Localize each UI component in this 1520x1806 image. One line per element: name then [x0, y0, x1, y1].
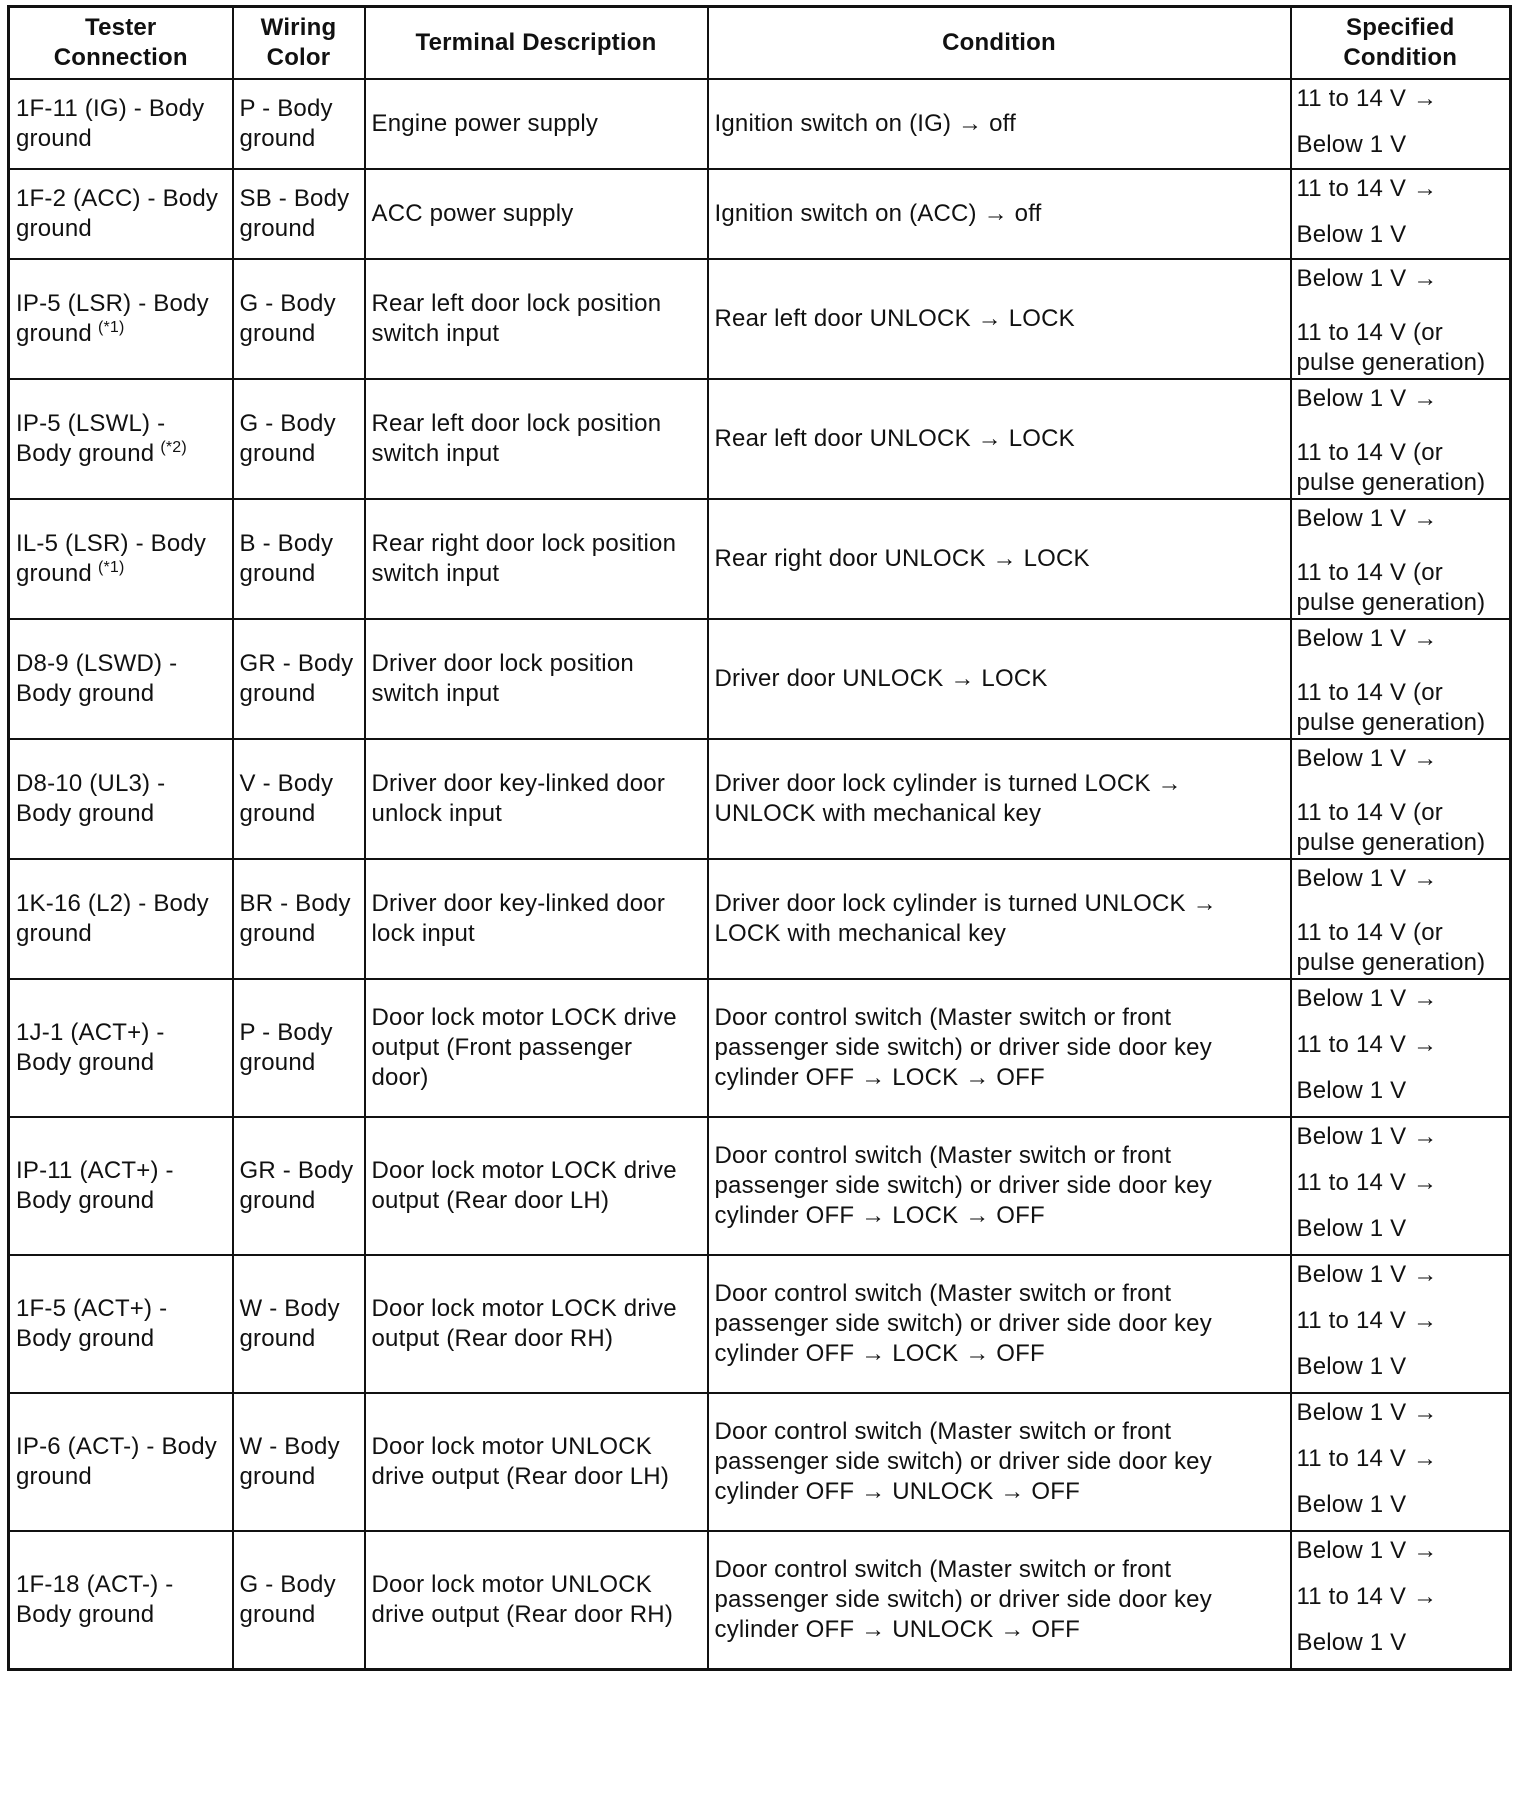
cell-terminal-description — [365, 259, 708, 379]
cell-condition-line: passenger side switch) or driver side door key — [714, 1586, 1212, 1613]
spec-value: Below 1 V → — [1296, 1123, 1438, 1150]
cell-terminal-description — [365, 169, 708, 259]
cell-condition-line: Rear right door UNLOCK → LOCK — [714, 545, 1090, 572]
cell-tester-connection-line — [16, 769, 226, 799]
cell-condition-line: passenger side switch) or driver side door key — [714, 1448, 1212, 1475]
cell-tester-connection-line — [16, 799, 226, 829]
connection-text: D8-10 (UL3) - — [16, 770, 166, 797]
cell-terminal-description — [365, 979, 708, 1117]
spec-value: pulse generation) — [1296, 949, 1486, 976]
cell-tester-connection — [9, 1531, 233, 1670]
footnote-marker: (*1) — [97, 319, 125, 336]
cell-condition-line: Ignition switch on (ACC) → off — [714, 200, 1042, 227]
connection-text: ground — [16, 1463, 92, 1490]
cell-wiring-color-line: GR - Body — [239, 1157, 354, 1184]
cell-wiring-color — [233, 739, 365, 859]
cell-specified-condition — [1291, 1393, 1511, 1531]
table-row — [9, 1531, 1511, 1670]
cell-wiring-color — [233, 979, 365, 1117]
connection-text: IP-11 (ACT+) - — [16, 1157, 174, 1184]
cell-condition-line: Ignition switch on (IG) → off — [714, 110, 1016, 137]
cell-wiring-color — [233, 499, 365, 619]
cell-wiring-color-line: ground — [239, 800, 316, 827]
cell-terminal-description-line: Door lock motor UNLOCK — [371, 1571, 652, 1598]
cell-specified-condition — [1291, 1531, 1511, 1670]
cell-condition — [708, 1393, 1291, 1531]
cell-tester-connection-line — [16, 439, 226, 469]
cell-terminal-description-line: Door lock motor LOCK drive — [371, 1157, 677, 1184]
header-condition: Condition — [708, 7, 1291, 80]
cell-terminal-description-line: Door lock motor UNLOCK — [371, 1433, 652, 1460]
cell-wiring-color-line: ground — [239, 1463, 316, 1490]
cell-condition — [708, 979, 1291, 1117]
cell-terminal-description-line: unlock input — [371, 800, 502, 827]
spec-value: Below 1 V → — [1296, 865, 1438, 892]
cell-wiring-color — [233, 259, 365, 379]
connection-text: ground — [16, 320, 92, 347]
spec-value: Below 1 V → — [1296, 1537, 1438, 1564]
table-body — [9, 79, 1511, 1670]
cell-terminal-description — [365, 739, 708, 859]
connection-text: ground — [16, 560, 92, 587]
spec-value: Below 1 V — [1296, 1491, 1407, 1518]
table-row — [9, 1117, 1511, 1255]
header-wiring-color: Wiring Color — [233, 7, 365, 80]
spec-value: pulse generation) — [1296, 829, 1486, 856]
table-row — [9, 619, 1511, 739]
cell-condition — [708, 379, 1291, 499]
cell-terminal-description-line: Door lock motor LOCK drive — [371, 1004, 677, 1031]
spec-value: Below 1 V → — [1296, 985, 1438, 1012]
connection-text: IL-5 (LSR) - Body — [16, 530, 207, 557]
cell-tester-connection-line — [16, 409, 226, 439]
table-row — [9, 1255, 1511, 1393]
cell-terminal-description-line: lock input — [371, 920, 475, 947]
table-row — [9, 79, 1511, 169]
cell-terminal-description — [365, 859, 708, 979]
cell-condition — [708, 169, 1291, 259]
cell-wiring-color-line: P - Body — [239, 1019, 333, 1046]
connection-text: Body ground — [16, 1601, 155, 1628]
cell-wiring-color-line: P - Body — [239, 95, 333, 122]
header-row — [9, 7, 1511, 80]
connection-text: Body ground — [16, 680, 155, 707]
cell-tester-connection-line — [16, 1324, 226, 1354]
cell-terminal-description-line: switch input — [371, 560, 500, 587]
cell-condition-line: LOCK with mechanical key — [714, 920, 1007, 947]
connection-text: ground — [16, 125, 92, 152]
cell-terminal-description-line: door) — [371, 1064, 429, 1091]
cell-wiring-color — [233, 859, 365, 979]
cell-wiring-color-line: B - Body — [239, 530, 334, 557]
cell-tester-connection — [9, 1255, 233, 1393]
cell-wiring-color-line: ground — [239, 1049, 316, 1076]
cell-wiring-color-line: V - Body — [239, 770, 334, 797]
connection-text: Body ground — [16, 800, 155, 827]
cell-terminal-description-line: Driver door key-linked door — [371, 770, 666, 797]
terminal-voltage-table — [7, 5, 1512, 1671]
cell-tester-connection — [9, 739, 233, 859]
cell-terminal-description-line: Driver door key-linked door — [371, 890, 666, 917]
spec-value: Below 1 V — [1296, 1629, 1407, 1656]
cell-condition-line: passenger side switch) or driver side door key — [714, 1034, 1212, 1061]
cell-wiring-color-line: ground — [239, 320, 316, 347]
connection-text: ground — [16, 920, 92, 947]
spec-value: Below 1 V → — [1296, 265, 1438, 292]
cell-tester-connection-line — [16, 1294, 226, 1324]
cell-wiring-color-line: ground — [239, 125, 316, 152]
cell-wiring-color-line: W - Body — [239, 1433, 340, 1460]
cell-wiring-color-line: ground — [239, 1325, 316, 1352]
connection-text: 1K-16 (L2) - Body — [16, 890, 209, 917]
cell-condition-line: Rear left door UNLOCK → LOCK — [714, 425, 1075, 452]
cell-specified-condition — [1291, 859, 1511, 979]
cell-wiring-color-line: GR - Body — [239, 650, 354, 677]
cell-tester-connection-line — [16, 649, 226, 679]
cell-terminal-description — [365, 499, 708, 619]
table-row — [9, 1393, 1511, 1531]
cell-tester-connection-line — [16, 1048, 226, 1078]
cell-specified-condition — [1291, 979, 1511, 1117]
cell-terminal-description-line: switch input — [371, 320, 500, 347]
cell-condition-line: Driver door lock cylinder is turned LOCK → — [714, 770, 1182, 797]
cell-condition-line: cylinder OFF → LOCK → OFF — [714, 1202, 1045, 1229]
cell-tester-connection-line — [16, 889, 226, 919]
cell-terminal-description — [365, 79, 708, 169]
cell-wiring-color-line: G - Body — [239, 410, 336, 437]
cell-specified-condition — [1291, 169, 1511, 259]
cell-tester-connection — [9, 859, 233, 979]
spec-value: 11 to 14 V → — [1296, 1031, 1438, 1058]
terminal-table-sheet — [7, 5, 1509, 1671]
cell-wiring-color — [233, 169, 365, 259]
spec-value: Below 1 V — [1296, 1077, 1407, 1104]
cell-tester-connection-line — [16, 559, 226, 589]
spec-value: Below 1 V — [1296, 1215, 1407, 1242]
spec-value: Below 1 V → — [1296, 745, 1438, 772]
cell-wiring-color-line: ground — [239, 920, 316, 947]
table-row — [9, 169, 1511, 259]
spec-value: 11 to 14 V (or — [1296, 559, 1443, 586]
cell-condition-line: passenger side switch) or driver side door key — [714, 1310, 1212, 1337]
cell-condition — [708, 1255, 1291, 1393]
cell-condition — [708, 619, 1291, 739]
connection-text: D8-9 (LSWD) - — [16, 650, 178, 677]
header-tester-connection: Tester Connection — [9, 7, 233, 80]
cell-tester-connection — [9, 259, 233, 379]
connection-text: ground — [16, 215, 92, 242]
spec-value: 11 to 14 V (or — [1296, 319, 1443, 346]
cell-tester-connection-line — [16, 1432, 226, 1462]
cell-terminal-description — [365, 1393, 708, 1531]
spec-value: pulse generation) — [1296, 709, 1486, 736]
cell-tester-connection-line — [16, 124, 226, 154]
cell-terminal-description-line: output (Rear door RH) — [371, 1325, 614, 1352]
spec-value: Below 1 V → — [1296, 625, 1438, 652]
spec-value: pulse generation) — [1296, 469, 1486, 496]
connection-text: 1F-2 (ACC) - Body — [16, 185, 219, 212]
cell-tester-connection — [9, 619, 233, 739]
cell-terminal-description — [365, 1255, 708, 1393]
connection-text: 1F-5 (ACT+) - — [16, 1295, 168, 1322]
spec-value: 11 to 14 V (or — [1296, 919, 1443, 946]
spec-value: 11 to 14 V → — [1296, 1169, 1438, 1196]
spec-value: Below 1 V → — [1296, 505, 1438, 532]
connection-text: Body ground — [16, 1049, 155, 1076]
cell-condition-line: UNLOCK with mechanical key — [714, 800, 1042, 827]
connection-text: IP-5 (LSR) - Body — [16, 290, 209, 317]
cell-terminal-description-line: drive output (Rear door LH) — [371, 1463, 670, 1490]
spec-value: pulse generation) — [1296, 349, 1486, 376]
cell-wiring-color-line: G - Body — [239, 290, 336, 317]
cell-tester-connection-line — [16, 919, 226, 949]
cell-condition — [708, 499, 1291, 619]
cell-condition-line: Rear left door UNLOCK → LOCK — [714, 305, 1075, 332]
cell-tester-connection-line — [16, 319, 226, 349]
cell-tester-connection-line — [16, 1462, 226, 1492]
cell-wiring-color-line: ground — [239, 680, 316, 707]
cell-specified-condition — [1291, 1117, 1511, 1255]
cell-wiring-color-line: BR - Body — [239, 890, 351, 917]
cell-condition — [708, 79, 1291, 169]
connection-text: Body ground — [16, 1187, 155, 1214]
spec-value: 11 to 14 V → — [1296, 1445, 1438, 1472]
cell-wiring-color-line: SB - Body — [239, 185, 350, 212]
cell-specified-condition — [1291, 739, 1511, 859]
cell-specified-condition — [1291, 619, 1511, 739]
cell-terminal-description-line: Driver door lock position — [371, 650, 634, 677]
cell-wiring-color-line: G - Body — [239, 1571, 336, 1598]
cell-condition-line: Driver door lock cylinder is turned UNLOCK → — [714, 890, 1217, 917]
cell-condition — [708, 859, 1291, 979]
cell-terminal-description-line: ACC power supply — [371, 200, 574, 227]
cell-condition — [708, 739, 1291, 859]
cell-wiring-color-line: ground — [239, 215, 316, 242]
cell-wiring-color-line: ground — [239, 1187, 316, 1214]
cell-tester-connection — [9, 1117, 233, 1255]
cell-condition-line: Door control switch (Master switch or front — [714, 1280, 1172, 1307]
cell-tester-connection-line — [16, 184, 226, 214]
cell-terminal-description-line: Rear left door lock position — [371, 410, 662, 437]
cell-condition-line: Driver door UNLOCK → LOCK — [714, 665, 1048, 692]
cell-tester-connection — [9, 1393, 233, 1531]
spec-value: 11 to 14 V (or — [1296, 679, 1443, 706]
spec-value: Below 1 V — [1296, 221, 1407, 248]
spec-value: Below 1 V — [1296, 131, 1407, 158]
cell-terminal-description-line: Rear left door lock position — [371, 290, 662, 317]
connection-text: Body ground — [16, 440, 155, 467]
cell-tester-connection-line — [16, 1156, 226, 1186]
cell-terminal-description — [365, 379, 708, 499]
cell-tester-connection — [9, 79, 233, 169]
spec-value: 11 to 14 V → — [1296, 1583, 1438, 1610]
table-row — [9, 739, 1511, 859]
table-row — [9, 379, 1511, 499]
connection-text: Body ground — [16, 1325, 155, 1352]
cell-condition-line: cylinder OFF → LOCK → OFF — [714, 1064, 1045, 1091]
header-specified-condition: Specified Condition — [1291, 7, 1511, 80]
cell-wiring-color-line: ground — [239, 560, 316, 587]
connection-text: IP-6 (ACT-) - Body — [16, 1433, 217, 1460]
cell-wiring-color — [233, 1393, 365, 1531]
cell-tester-connection-line — [16, 289, 226, 319]
connection-text: 1F-18 (ACT-) - — [16, 1571, 174, 1598]
spec-value: 11 to 14 V (or — [1296, 799, 1443, 826]
cell-wiring-color-line: W - Body — [239, 1295, 340, 1322]
cell-specified-condition — [1291, 1255, 1511, 1393]
spec-value: pulse generation) — [1296, 589, 1486, 616]
table-row — [9, 979, 1511, 1117]
cell-terminal-description-line: switch input — [371, 440, 500, 467]
spec-value: Below 1 V → — [1296, 1261, 1438, 1288]
cell-wiring-color — [233, 1117, 365, 1255]
cell-terminal-description-line: Door lock motor LOCK drive — [371, 1295, 677, 1322]
cell-terminal-description — [365, 1531, 708, 1670]
footnote-marker: (*1) — [97, 559, 125, 576]
header-terminal-description: Terminal Description — [365, 7, 708, 80]
cell-wiring-color-line: ground — [239, 440, 316, 467]
cell-tester-connection-line — [16, 1570, 226, 1600]
cell-condition — [708, 259, 1291, 379]
connection-text: 1J-1 (ACT+) - — [16, 1019, 165, 1046]
spec-value: 11 to 14 V → — [1296, 175, 1438, 202]
connection-text: IP-5 (LSWL) - — [16, 410, 166, 437]
cell-specified-condition — [1291, 379, 1511, 499]
cell-wiring-color — [233, 1531, 365, 1670]
table-row — [9, 259, 1511, 379]
cell-condition-line: Door control switch (Master switch or front — [714, 1556, 1172, 1583]
cell-tester-connection-line — [16, 94, 226, 124]
cell-terminal-description-line: output (Front passenger — [371, 1034, 633, 1061]
cell-tester-connection — [9, 979, 233, 1117]
cell-terminal-description-line: drive output (Rear door RH) — [371, 1601, 674, 1628]
connection-text: 1F-11 (IG) - Body — [16, 95, 205, 122]
cell-tester-connection-line — [16, 1600, 226, 1630]
spec-value: Below 1 V → — [1296, 1399, 1438, 1426]
cell-condition-line: cylinder OFF → UNLOCK → OFF — [714, 1478, 1080, 1505]
cell-condition-line: Door control switch (Master switch or front — [714, 1418, 1172, 1445]
cell-specified-condition — [1291, 79, 1511, 169]
cell-condition-line: cylinder OFF → LOCK → OFF — [714, 1340, 1045, 1367]
cell-tester-connection — [9, 169, 233, 259]
cell-tester-connection-line — [16, 214, 226, 244]
cell-terminal-description-line: Engine power supply — [371, 110, 599, 137]
spec-value: Below 1 V — [1296, 1353, 1407, 1380]
cell-tester-connection-line — [16, 1186, 226, 1216]
cell-condition — [708, 1117, 1291, 1255]
cell-terminal-description — [365, 619, 708, 739]
cell-wiring-color — [233, 79, 365, 169]
cell-terminal-description-line: Rear right door lock position — [371, 530, 677, 557]
cell-terminal-description-line: switch input — [371, 680, 500, 707]
table-row — [9, 499, 1511, 619]
cell-condition-line: passenger side switch) or driver side door key — [714, 1172, 1212, 1199]
cell-specified-condition — [1291, 499, 1511, 619]
cell-condition-line: cylinder OFF → UNLOCK → OFF — [714, 1616, 1080, 1643]
spec-value: 11 to 14 V → — [1296, 85, 1438, 112]
cell-tester-connection-line — [16, 1018, 226, 1048]
cell-terminal-description — [365, 1117, 708, 1255]
table-row — [9, 859, 1511, 979]
cell-wiring-color — [233, 619, 365, 739]
spec-value: Below 1 V → — [1296, 385, 1438, 412]
cell-tester-connection-line — [16, 679, 226, 709]
cell-condition-line: Door control switch (Master switch or front — [714, 1142, 1172, 1169]
cell-tester-connection — [9, 379, 233, 499]
cell-wiring-color — [233, 1255, 365, 1393]
cell-tester-connection — [9, 499, 233, 619]
cell-terminal-description-line: output (Rear door LH) — [371, 1187, 610, 1214]
cell-specified-condition — [1291, 259, 1511, 379]
spec-value: 11 to 14 V → — [1296, 1307, 1438, 1334]
cell-tester-connection-line — [16, 529, 226, 559]
cell-condition — [708, 1531, 1291, 1670]
footnote-marker: (*2) — [160, 439, 187, 456]
cell-wiring-color — [233, 379, 365, 499]
cell-condition-line: Door control switch (Master switch or front — [714, 1004, 1172, 1031]
spec-value: 11 to 14 V (or — [1296, 439, 1443, 466]
cell-wiring-color-line: ground — [239, 1601, 316, 1628]
